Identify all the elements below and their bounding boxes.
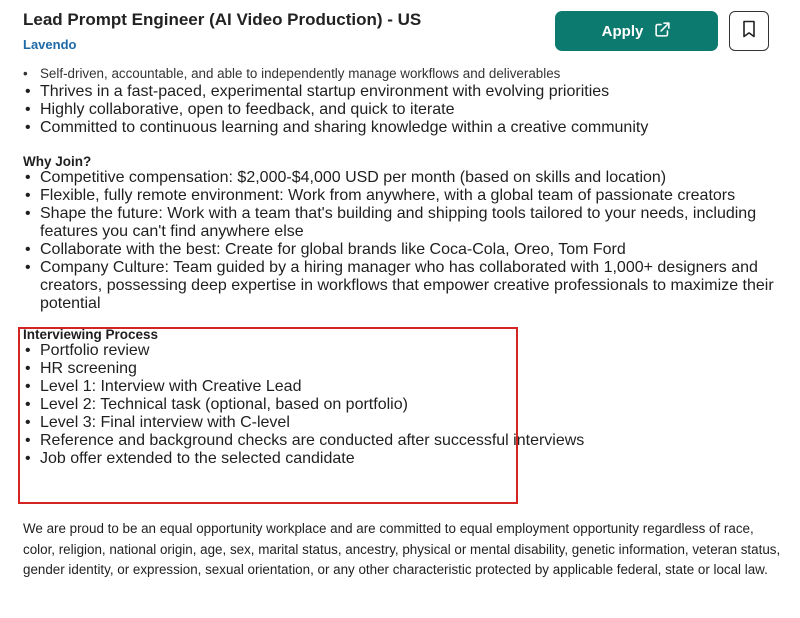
apply-button[interactable] bbox=[555, 11, 718, 51]
list-item: • HR screening bbox=[23, 360, 783, 378]
list-item: • Reference and background checks are conducted after successful interviews bbox=[23, 432, 783, 450]
bookmark-button[interactable] bbox=[729, 11, 769, 51]
list-item: • Committed to continuous learning and sharing knowledge within a creative community bbox=[23, 119, 783, 137]
external-link-icon bbox=[654, 21, 671, 42]
interviewing-list bbox=[23, 342, 783, 468]
list-item: • Thrives in a fast-paced, experimental startup environment with evolving priorities bbox=[23, 83, 783, 101]
list-item: • Level 1: Interview with Creative Lead bbox=[23, 378, 783, 396]
job-title: Lead Prompt Engineer (AI Video Production) - US bbox=[23, 10, 422, 29]
interviewing-section bbox=[23, 327, 783, 468]
list-item: • Level 2: Technical task (optional, based on portfolio) bbox=[23, 396, 783, 414]
qualities-list bbox=[23, 83, 783, 137]
list-item: • Flexible, fully remote environment: Work from anywhere, with a global team of passionate creators bbox=[23, 187, 783, 205]
list-item: • Competitive compensation: $2,000-$4,000 USD per month (based on skills and location) bbox=[23, 169, 783, 187]
list-item: • Company Culture: Team guided by a hiring manager who has collaborated with 1,000+ designers and creators, possessing deep expertise in workflows that empower creative professionals to maximize their potential bbox=[23, 259, 783, 313]
list-item: • Portfolio review bbox=[23, 342, 783, 360]
list-item: • Shape the future: Work with a team that's building and shipping tools tailored to your needs, including features you can't find anywhere else bbox=[23, 205, 783, 241]
why-join-list bbox=[23, 169, 783, 313]
bookmark-icon bbox=[741, 20, 757, 43]
list-item: • Highly collaborative, open to feedback, and quick to iterate bbox=[23, 101, 783, 119]
list-item: • Collaborate with the best: Create for global brands like Coca-Cola, Oreo, Tom Ford bbox=[23, 241, 783, 259]
truncated-item-text: Self-driven, accountable, and able to independently manage workflows and deliverables bbox=[40, 66, 561, 81]
apply-label: Apply bbox=[601, 22, 644, 40]
company-link[interactable]: Lavendo bbox=[23, 37, 77, 52]
why-join-section bbox=[23, 154, 783, 313]
eeo-statement: We are proud to be an equal opportunity workplace and are committed to equal employment opportunity regardless of race, color, religion, national origin, age, sex, marital status, ancestry, physical or mental disability, genetic information, veteran status, gender identity, or expression, sexual orientation, or any other characteristic protected by applicable federal, state or local law. bbox=[23, 521, 781, 577]
truncated-list-item: • Self-driven, accountable, and able to independently manage workflows and deliverables bbox=[23, 66, 561, 81]
list-item: • Job offer extended to the selected candidate bbox=[23, 450, 783, 468]
section-heading: Why Join? bbox=[23, 154, 92, 169]
job-header bbox=[0, 0, 800, 66]
section-heading: Interviewing Process bbox=[23, 327, 159, 342]
list-item: • Level 3: Final interview with C-level bbox=[23, 414, 783, 432]
